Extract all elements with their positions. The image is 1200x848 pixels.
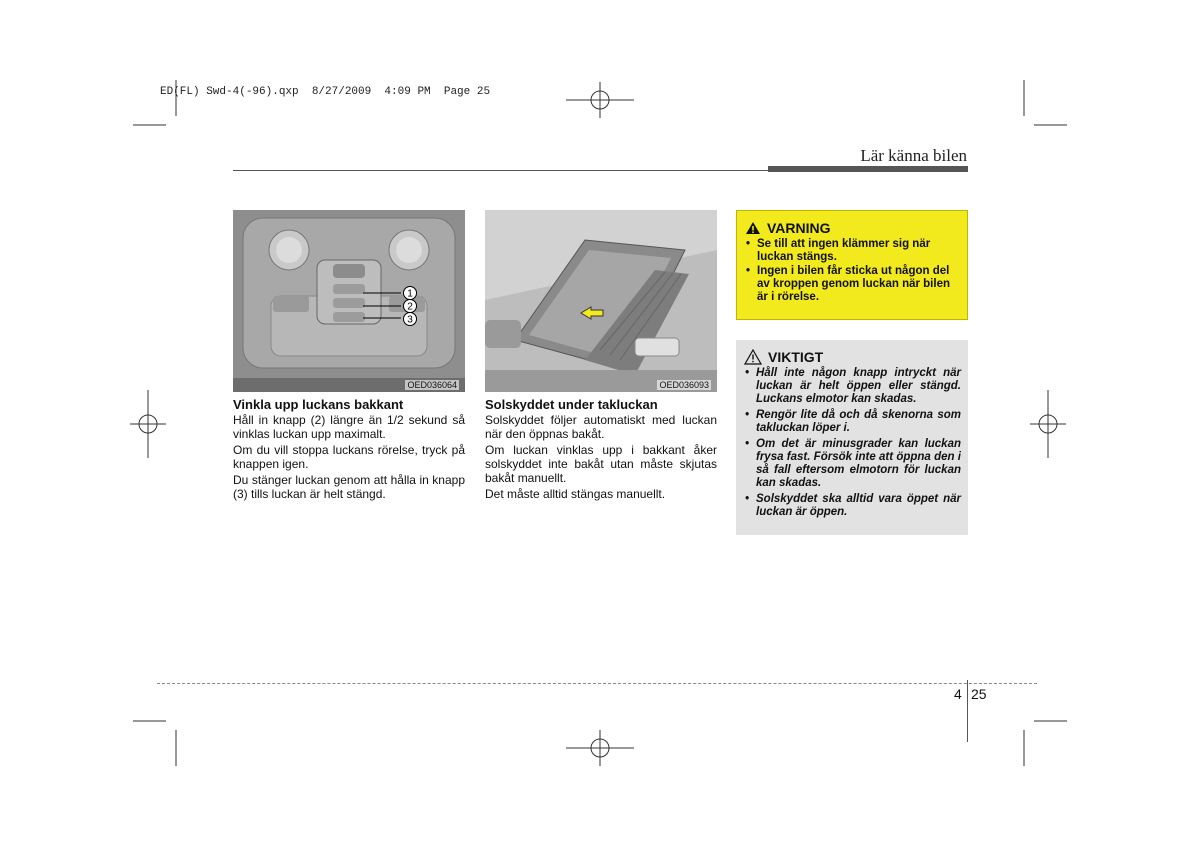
important-box [736,340,968,535]
left-heading: Vinkla upp luckans bakkant [233,397,404,412]
left-paragraph: Håll in knapp (2) längre än 1/2 sekund så vinklas luckan upp maximalt. [233,413,465,441]
callout-markers [401,285,419,329]
middle-text-column [485,397,717,503]
header-rule-thick [768,166,968,172]
callout-3 [404,313,417,326]
callout-1 [404,287,417,300]
chapter-number: 4 [954,686,962,702]
callout-2 [404,300,417,313]
warning-triangle-icon [745,221,761,235]
important-title-row [744,349,961,365]
middle-paragraph: Om luckan vinklas upp i bakkant åker solskyddet inte bakåt utan måste skjutas bakåt manuellt. [485,443,717,485]
warning-title-row [745,220,960,236]
left-paragraph: Du stänger luckan genom att hålla in knapp (3) tills luckan är helt stängd. [233,473,465,501]
footer-dotted-rule [157,683,1037,684]
important-title: VIKTIGT [768,349,824,365]
left-paragraph: Om du vill stoppa luckans rörelse, tryck på knappen igen. [233,443,465,471]
overhead-console-illustration [233,210,465,392]
header-rule [233,170,768,171]
section-title: Lär känna bilen [860,146,967,165]
page-number-divider [967,680,968,742]
important-list [744,367,961,519]
callout-3-label: 3 [407,314,413,326]
page-number: 25 [971,686,987,702]
warning-item: • Se till att ingen klämmer sig när luckan stängs. [745,238,960,264]
warning-box [736,210,968,320]
overhead-console-photo [233,210,465,392]
important-item: • Solskyddet ska alltid vara öppet när luckan är öppen. [744,493,961,519]
important-item: • Om det är minusgrader kan luckan frysa fast. Försök inte att öppna den i så fall eftersom elmotorn för luckan kan skadas. [744,438,961,490]
print-slug: ED(FL) Swd-4(-96).qxp 8/27/2009 4:09 PM Page 25 [160,86,491,98]
warning-item: • Ingen i bilen får sticka ut någon del av kroppen genom luckan när bilen är i rörelse. [745,265,960,304]
image-code: OED036064 [407,380,457,390]
middle-heading: Solskyddet under takluckan [485,397,658,412]
callout-2-label: 2 [407,301,413,313]
important-item: • Håll inte någon knapp intryckt när luckan är helt öppen eller stängd. Luckans elmotor kan skadas. [744,367,961,406]
callout-1-label: 1 [407,288,413,300]
important-item: • Rengör lite då och då skenorna som takluckan löper i. [744,409,961,435]
middle-paragraph: Solskyddet följer automatiskt med luckan när den öppnas bakåt. [485,413,717,441]
caution-triangle-icon [744,349,762,365]
sunroof-photo [485,210,717,392]
warning-list [745,238,960,304]
left-text-column [233,397,465,503]
middle-paragraph: Det måste alltid stängas manuellt. [485,487,666,501]
sunroof-illustration [485,210,717,392]
image-code: OED036093 [659,380,709,390]
warning-title: VARNING [767,220,831,236]
